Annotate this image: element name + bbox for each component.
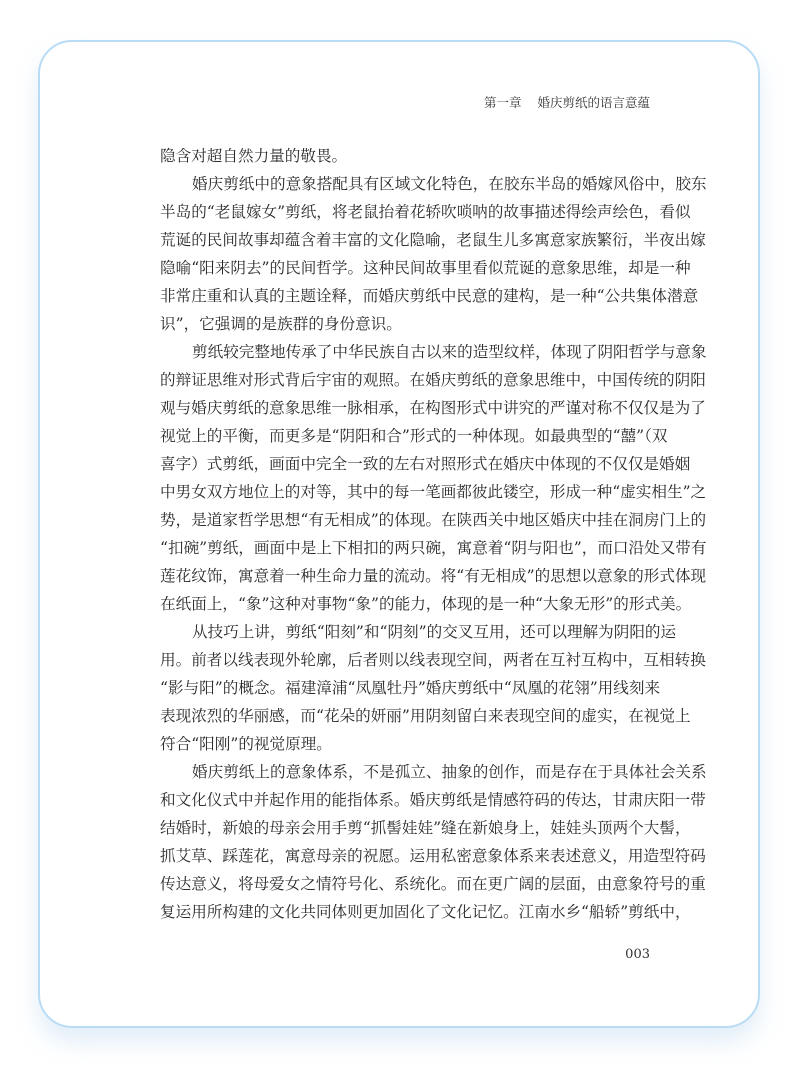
text-line: 婚庆剪纸上的意象体系，不是孤立、抽象的创作，而是存在于具体社会关系 bbox=[192, 763, 707, 781]
chapter-number: 第一章 bbox=[483, 95, 522, 110]
text-line: 势，是道家哲学思想“有无相成”的体现。在陕西关中地区婚庆中挂在洞房门上的 bbox=[160, 511, 707, 529]
text-line: 莲花纹饰，寓意着一种生命力量的流动。将“有无相成”的思想以意象的形式体现 bbox=[160, 567, 707, 585]
text-line: 复运用所构建的文化共同体则更加固化了文化记忆。江南水乡“船轿”剪纸中， bbox=[160, 903, 691, 921]
text-line: 非常庄重和认真的主题诠释，而婚庆剪纸中民意的建构，是一种“公共集体潜意 bbox=[160, 287, 699, 305]
text-line: 剪纸较完整地传承了中华民族自古以来的造型纹样，体现了阴阳哲学与意象 bbox=[192, 343, 707, 361]
paragraph bbox=[160, 170, 707, 338]
text-line: 半岛的“老鼠嫁女”剪纸，将老鼠抬着花轿吹唢呐的故事描述得绘声绘色，看似 bbox=[160, 203, 691, 221]
text-line: 结婚时，新娘的母亲会用手剪“抓髻娃娃”缝在新娘身上，娃娃头顶两个大髻， bbox=[160, 819, 691, 837]
text-line: 荒诞的民间故事却蕴含着丰富的文化隐喻，老鼠生儿多寓意家族繁衍，半夜出嫁 bbox=[160, 231, 706, 249]
text-line: 传达意义，将母爱女之情符号化、系统化。而在更广阔的层面，由意象符号的重 bbox=[160, 875, 706, 893]
text-line: 视觉上的平衡，而更多是“阴阳和合”形式的一种体现。如最典型的“囍”（双 bbox=[160, 427, 668, 445]
text-line: 婚庆剪纸中的意象搭配具有区域文化特色，在胶东半岛的婚嫁风俗中，胶东 bbox=[192, 175, 707, 193]
running-header bbox=[484, 93, 650, 111]
text-line: “扣碗”剪纸，画面中是上下相扣的两只碗，寓意着“阴与阳也”，而口沿处又带有 bbox=[160, 539, 707, 557]
page-body bbox=[160, 142, 707, 926]
text-line: 识”，它强调的是族群的身份意识。 bbox=[160, 315, 402, 333]
text-line: 隐含对超自然力量的敬畏。 bbox=[160, 147, 348, 165]
paragraph bbox=[160, 618, 706, 758]
paragraph bbox=[160, 758, 707, 926]
text-line: 中男女双方地位上的对等，其中的每一笔画都彼此镂空，形成一种“虚实相生”之 bbox=[160, 483, 707, 501]
chapter-title: 婚庆剪纸的语言意蕴 bbox=[537, 95, 650, 110]
text-line: 符合“阳刚”的视觉原理。 bbox=[160, 735, 332, 753]
paragraph bbox=[160, 142, 650, 170]
text-line: 抓艾草、踩莲花，寓意母亲的祝愿。运用私密意象体系来表述意义，用造型符码 bbox=[160, 847, 706, 865]
text-line: 从技巧上讲，剪纸“阳刻”和“阴刻”的交叉互用，还可以理解为阴阳的运 bbox=[192, 623, 677, 641]
page-number: 003 bbox=[625, 947, 650, 962]
text-line: 用。前者以线表现外轮廓，后者则以线表现空间，两者在互衬互构中，互相转换 bbox=[160, 651, 706, 669]
text-line: 隐喻“阳来阴去”的民间哲学。这种民间故事里看似荒诞的意象思维，却是一种 bbox=[160, 259, 691, 277]
text-line: 在纸面上，“象”这种对事物“象”的能力，体现的是一种“大象无形”的形式美。 bbox=[160, 595, 692, 613]
text-line: 表现浓烈的华丽感，而“花朵的妍丽”用阴刻留白来表现空间的虚实，在视觉上 bbox=[160, 707, 691, 725]
text-line: “影与阳”的概念。福建漳浦“凤凰牡丹”婚庆剪纸中“凤凰的花翎”用线刻来 bbox=[160, 679, 661, 697]
text-line: 喜字）式剪纸，画面中完全一致的左右对照形式在婚庆中体现的不仅仅是婚姻 bbox=[160, 455, 691, 473]
text-line: 观与婚庆剪纸的意象思维一脉相承，在构图形式中讲究的严谨对称不仅仅是为了 bbox=[160, 399, 706, 417]
text-line: 的辩证思维对形式背后宇宙的观照。在婚庆剪纸的意象思维中，中国传统的阴阳 bbox=[160, 371, 706, 389]
paragraph bbox=[160, 338, 707, 618]
text-line: 和文化仪式中并起作用的能指体系。婚庆剪纸是情感符码的传达，甘肃庆阳一带 bbox=[160, 791, 706, 809]
